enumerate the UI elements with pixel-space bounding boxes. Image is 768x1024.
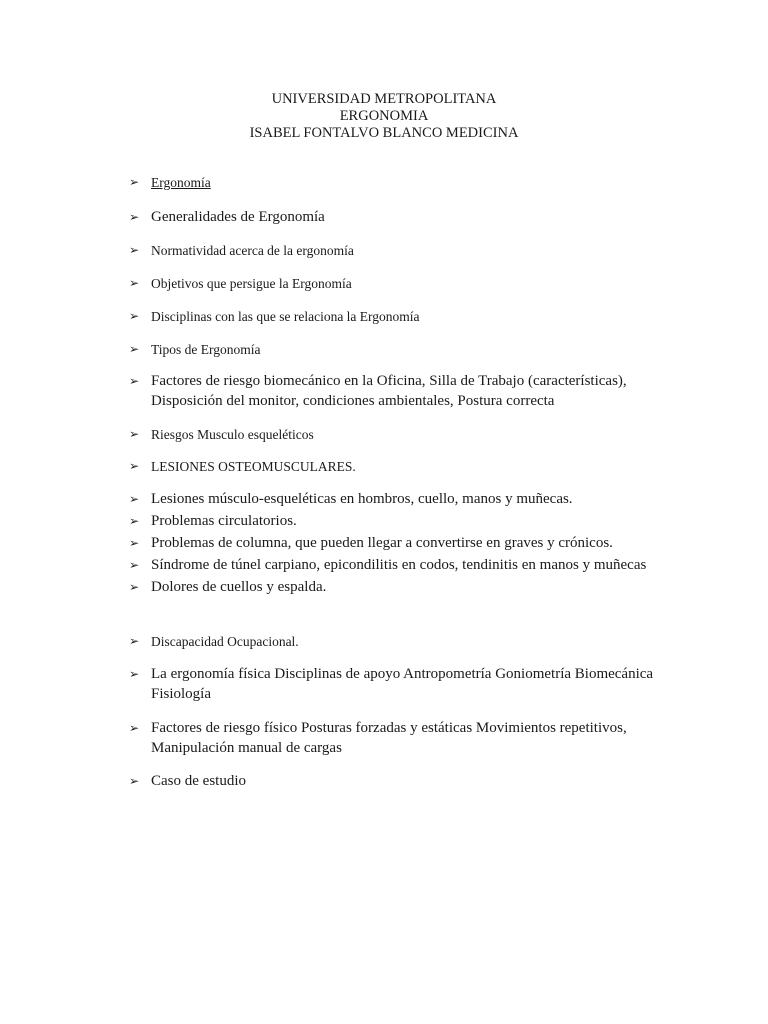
document-header	[0, 91, 768, 142]
list-item-text: Tipos de Ergonomía	[151, 342, 261, 357]
list-item-dolores	[129, 578, 689, 598]
list-item-lesiones-musculo	[129, 490, 689, 510]
arrow-bullet-icon: ➢	[129, 276, 140, 290]
list-item-sindrome	[129, 556, 689, 576]
list-item-text: LESIONES OSTEOMUSCULARES.	[151, 459, 356, 474]
arrow-bullet-icon: ➢	[129, 374, 140, 388]
arrow-bullet-icon: ➢	[129, 459, 140, 473]
arrow-bullet-icon: ➢	[129, 536, 140, 550]
list-item-text: La ergonomía física Disciplinas de apoyo Antropometría Goniometría Biomecánica Fisiología	[151, 666, 654, 702]
list-item-text: Caso de estudio	[151, 773, 246, 789]
list-item-riesgos	[129, 425, 689, 445]
list-item-text: Problemas de columna, que pueden llegar a convertirse en graves y crónicos.	[151, 535, 613, 551]
list-item-text: Lesiones músculo-esqueléticas en hombros, cuello, manos y muñecas.	[151, 491, 573, 507]
list-item-text: Disciplinas con las que se relaciona la Ergonomía	[151, 309, 420, 324]
list-item-text: Objetivos que persigue la Ergonomía	[151, 276, 352, 291]
header-author: ISABEL FONTALVO BLANCO MEDICINA	[249, 125, 519, 141]
arrow-bullet-icon: ➢	[129, 634, 140, 648]
arrow-bullet-icon: ➢	[129, 721, 140, 735]
list-item-lesiones-osteomusculares	[129, 457, 689, 477]
list-item-tipos	[129, 340, 689, 360]
list-item-text: Normatividad acerca de la ergonomía	[151, 243, 354, 258]
list-item-text: Dolores de cuellos y espalda.	[151, 579, 327, 595]
list-item-text: Discapacidad Ocupacional.	[151, 634, 299, 649]
list-item-columna	[129, 534, 689, 554]
list-item-text: Ergonomía	[151, 175, 211, 190]
list-item-ergonomia-fisica	[129, 665, 689, 704]
list-item-text: Generalidades de Ergonomía	[151, 209, 325, 225]
arrow-bullet-icon: ➢	[129, 514, 140, 528]
list-item-text: Problemas circulatorios.	[151, 513, 297, 529]
arrow-bullet-icon: ➢	[129, 774, 140, 788]
list-item-text: Riesgos Musculo esqueléticos	[151, 427, 314, 442]
list-item-normatividad	[129, 241, 689, 261]
arrow-bullet-icon: ➢	[129, 175, 140, 189]
arrow-bullet-icon: ➢	[129, 580, 140, 594]
arrow-bullet-icon: ➢	[129, 309, 140, 323]
list-item-disciplinas	[129, 307, 689, 327]
list-item-circulatorios	[129, 512, 689, 532]
list-item-text: Factores de riesgo biomecánico en la Oficina, Silla de Trabajo (características), Disposición del monitor, condiciones ambientales, Postura correcta	[151, 373, 627, 409]
arrow-bullet-icon: ➢	[129, 210, 140, 224]
list-item-generalidades	[129, 208, 689, 228]
list-item-objetivos	[129, 274, 689, 294]
arrow-bullet-icon: ➢	[129, 342, 140, 356]
arrow-bullet-icon: ➢	[129, 558, 140, 572]
list-item-caso-estudio	[129, 772, 689, 792]
arrow-bullet-icon: ➢	[129, 492, 140, 506]
header-subject: ERGONOMIA	[339, 108, 429, 124]
arrow-bullet-icon: ➢	[129, 667, 140, 681]
list-item-text: Síndrome de túnel carpiano, epicondilitis en codos, tendinitis en manos y muñecas	[151, 557, 647, 573]
arrow-bullet-icon: ➢	[129, 427, 140, 441]
arrow-bullet-icon: ➢	[129, 243, 140, 257]
list-item-factores-fisico	[129, 719, 689, 758]
header-university: UNIVERSIDAD METROPOLITANA	[271, 91, 497, 107]
list-item-factores-biomecanico	[129, 372, 689, 411]
list-item-ergonomia	[129, 173, 689, 193]
list-item-discapacidad	[129, 632, 689, 652]
list-item-text: Factores de riesgo físico Posturas forzadas y estáticas Movimientos repetitivos, Manipulación manual de cargas	[151, 720, 627, 756]
